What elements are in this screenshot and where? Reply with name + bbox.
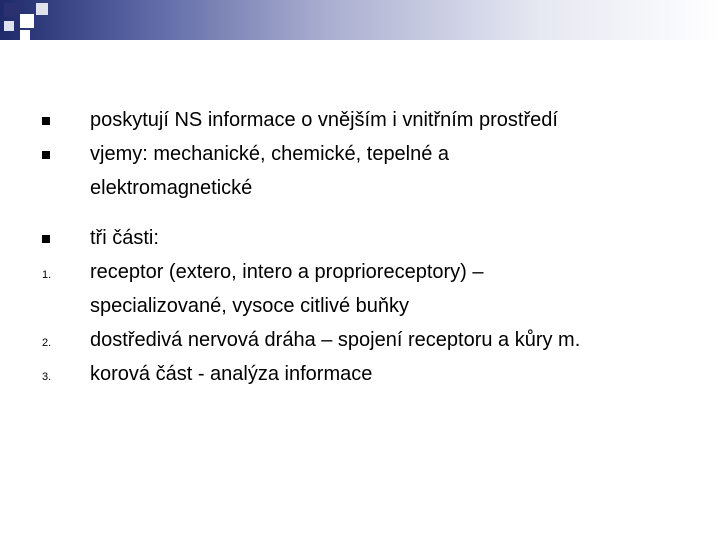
list-item (40, 323, 700, 357)
item-text: poskytují NS informace o vnějším i vnitřním prostředí (90, 109, 558, 131)
list-item (40, 255, 700, 323)
decorative-square (20, 14, 34, 28)
list-number: 1. (42, 269, 52, 281)
list-item (40, 357, 700, 391)
bullet-icon (42, 151, 50, 159)
item-text: elektromagnetické (90, 177, 253, 199)
slide-content (40, 103, 700, 391)
list-item (40, 103, 700, 137)
decorative-square (4, 21, 14, 31)
item-text: tři části: (90, 227, 159, 249)
decorative-square (20, 30, 30, 40)
list-number: 3. (42, 371, 52, 383)
bullet-icon (42, 117, 50, 125)
decorative-square (36, 3, 48, 15)
decorative-square (4, 3, 18, 17)
header-gradient-band (0, 0, 720, 40)
item-text: vjemy: mechanické, chemické, tepelné a (90, 143, 450, 165)
item-text: dostředivá nervová dráha – spojení receptoru a kůry m. (90, 329, 581, 351)
item-text: specializované, vysoce citlivé buňky (90, 295, 410, 317)
item-text: receptor (extero, intero a proprioreceptory) – (90, 261, 484, 283)
bullet-icon (42, 235, 50, 243)
list-item (40, 221, 700, 255)
item-text: korová část - analýza informace (90, 363, 373, 385)
list-item (40, 137, 700, 205)
list-number: 2. (42, 337, 52, 349)
